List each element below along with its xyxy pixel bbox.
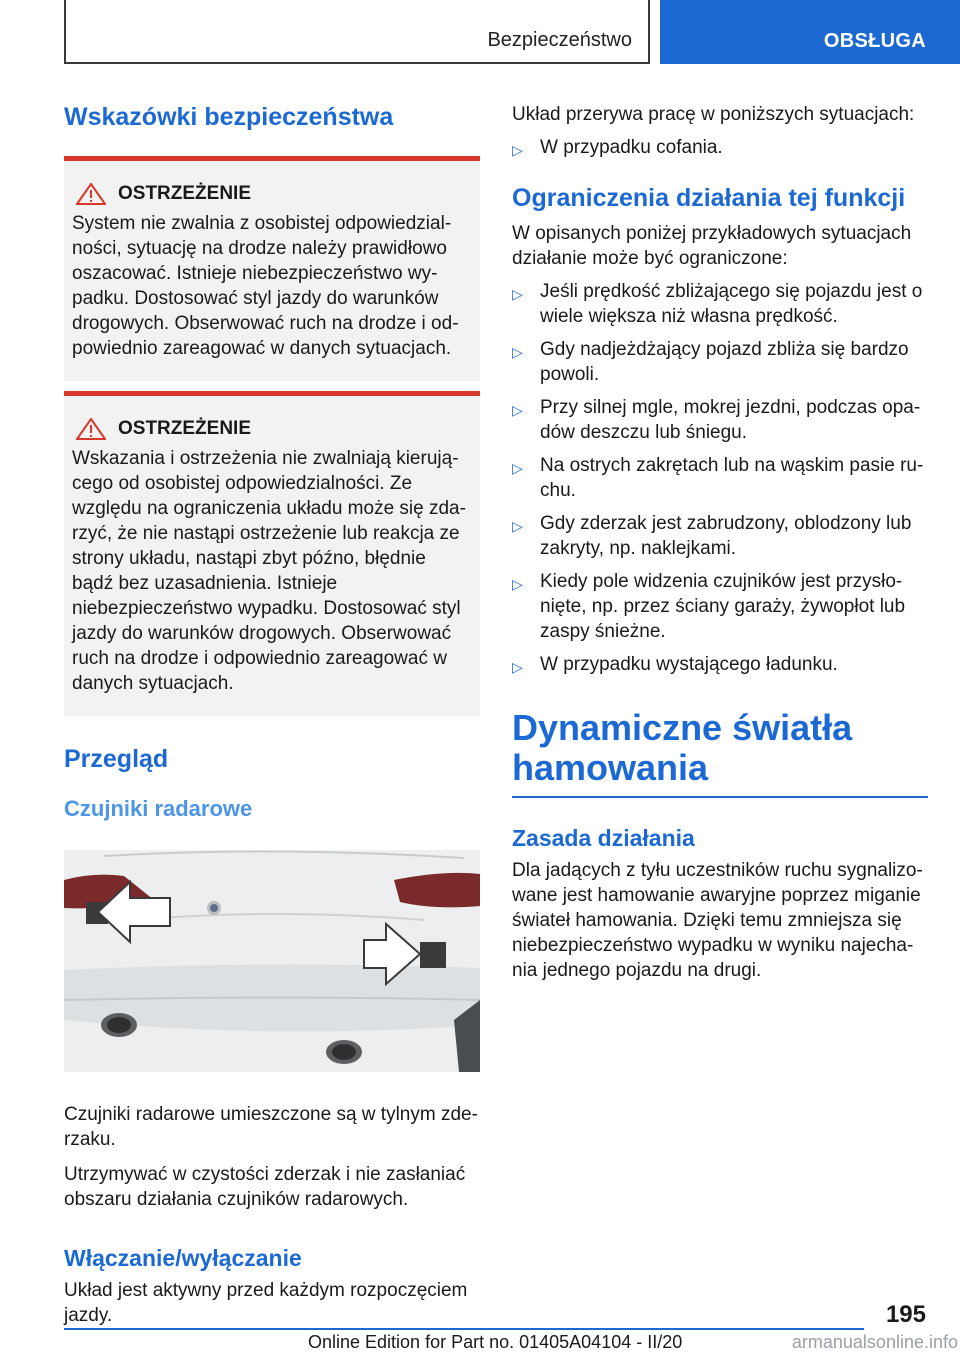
- list-item-text: Na ostrych zakrętach lub na wąskim pasie ruchu.: [540, 455, 924, 501]
- limits-intro: W opisanych poniżej przykładowych sytuacjach działanie może być ograniczone:: [512, 223, 912, 269]
- principle-text: Dla jadących z tyłu uczestników ruchu sygnalizowane jest hamowanie awaryjne poprzez miganie świateł hamowania. Dzięki temu zmniejsza się niebezpieczeństwo wypadku w wyniku najechania jednego pojazdu na drugi.: [512, 860, 923, 981]
- list-item: [512, 511, 928, 561]
- bullet-triangle-icon: ▷: [512, 142, 523, 158]
- warning-box-1: [64, 156, 480, 381]
- warning-label-2: OSTRZEŻENIE: [118, 418, 252, 439]
- warning-title-1: [72, 183, 470, 205]
- warning-box-2: [64, 391, 480, 716]
- bullet-triangle-icon: ▷: [512, 286, 523, 302]
- list-item-text: Kiedy pole widzenia czujników jest przysłonięte, np. przez ściany garaży, żywopłot lub zaspy śnieżne.: [540, 571, 906, 642]
- list-item: [512, 337, 928, 387]
- bullet-triangle-icon: ▷: [512, 659, 523, 675]
- radar-clean-text: Utrzymywać w czystości zderzak i nie zasłaniać obszaru działania czujników radarowych.: [64, 1164, 466, 1210]
- list-item: [512, 279, 928, 329]
- list-item: [512, 569, 928, 644]
- header-chapter-tab[interactable]: [660, 0, 960, 64]
- footer-watermark[interactable]: armanualsonline.info: [791, 1332, 958, 1352]
- list-item-text: Gdy nadjeżdżający pojazd zbliża się bardzo powoli.: [540, 339, 909, 385]
- left-column: [64, 100, 480, 1328]
- principle-heading: Zasada działania: [512, 825, 695, 851]
- list-item-text: W przypadku cofania.: [540, 137, 723, 158]
- rear-bumper-radar-illustration: [64, 850, 480, 1072]
- car-rear-illustration: [64, 850, 480, 1072]
- warning-text-2: Wskazania i ostrzeżenia nie zwalniają kierującego od osobistej odpowiedzialności. Ze względu na ograniczenia układu może się zdarzyć, że nie nastąpi ostrzeżenie lub reakcja ze strony układu, nastąpi zbyt późno, błędnie bądź bez uzasadnienia. Istnieje niebezpieczeństwo wypadku. Dostosować styl jazdy do warunków drogowych. Obserwować ruch na drodze i odpowiednio zareagować w danych sytuacjach.: [72, 448, 466, 694]
- header-section-box: [64, 0, 650, 64]
- stop-intro: Układ przerywa pracę w poniższych sytuacjach:: [512, 104, 915, 125]
- list-item-text: Gdy zderzak jest zabrudzony, oblodzony lub zakryty, np. naklejkami.: [540, 513, 912, 559]
- list-item: [512, 652, 928, 680]
- warning-triangle-icon: [76, 183, 106, 205]
- warning-triangle-icon: [76, 418, 106, 440]
- list-item-text: Jeśli prędkość zbliżającego się pojazdu jest o wiele większa niż własna prędkość.: [540, 281, 923, 327]
- list-item: [512, 453, 928, 503]
- warning-text-1: System nie zwalnia z osobistej odpowiedzialności, sytuację na drodze należy prawidłowo oszacować. Istnieje niebezpieczeństwo wypadku. Dostosować styl jazdy do warunków drogowych. Obserwować ruch na drodze i odpowiednio zareagować w danych sytuacjach.: [72, 213, 459, 359]
- footer-rule: [64, 1328, 864, 1330]
- footer-edition: Online Edition for Part no. 01405A04104 - II/20: [308, 1332, 683, 1352]
- onoff-text: Układ jest aktywny przed każdym rozpoczęciem jazdy.: [64, 1280, 468, 1326]
- bullet-triangle-icon: ▷: [512, 402, 523, 418]
- bullet-triangle-icon: ▷: [512, 460, 523, 476]
- bullet-triangle-icon: ▷: [512, 518, 523, 534]
- list-item-text: W przypadku wystającego ładunku.: [540, 654, 838, 675]
- right-column: [512, 100, 928, 983]
- list-item: [512, 135, 928, 163]
- page-number: 195: [885, 1301, 926, 1328]
- radar-sensors-heading: Czujniki radarowe: [64, 796, 253, 821]
- warning-title-2: [72, 418, 470, 440]
- brake-lights-heading: Dynamiczne światła hamowania: [512, 707, 853, 788]
- overview-heading: Przegląd: [64, 745, 169, 773]
- bullet-triangle-icon: ▷: [512, 576, 523, 592]
- limits-heading: Ograniczenia działania tej funkcji: [512, 184, 906, 212]
- list-item-text: Przy silnej mgle, mokrej jezdni, podczas opadów deszczu lub śniegu.: [540, 397, 921, 443]
- header-chapter-label: OBSŁUGA: [823, 30, 926, 52]
- header-section-title: Bezpieczeństwo: [487, 29, 632, 51]
- safety-heading: Wskazówki bezpieczeństwa: [64, 103, 394, 131]
- onoff-heading: Włączanie/wyłączanie: [64, 1245, 302, 1271]
- radar-location-text: Czujniki radarowe umieszczone są w tylnym zderzaku.: [64, 1104, 478, 1150]
- list-item: [512, 395, 928, 445]
- brake-lights-chapter: [512, 708, 928, 798]
- warning-label-1: OSTRZEŻENIE: [118, 183, 252, 204]
- bullet-triangle-icon: ▷: [512, 344, 523, 360]
